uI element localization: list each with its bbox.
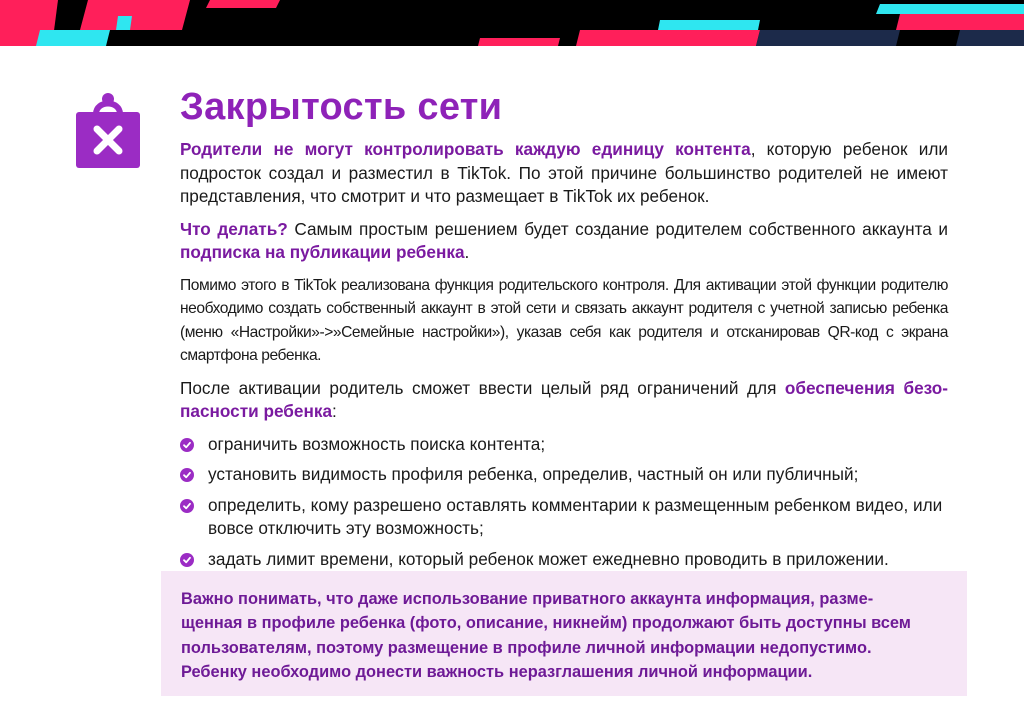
what-to-do-end: . bbox=[464, 242, 470, 262]
paragraph-what-to-do bbox=[180, 218, 948, 265]
paragraph-parental-control: Помимо этого в TikTok реализована функция родительского контроля. Для активации этой функции родителю необходимо создать собственный аккаунт в этой сети и связать аккаунт родителя с учетной записью ребенка (меню «Настройки»->»Семейные настройки»), указав себя как родителя и отсканировав QR-код с экрана смартфона ребенка. bbox=[180, 276, 948, 364]
list-item-text: определить, кому разрешено оставлять комментарии к размещенным ребенком видео, или вовсе отключить эту возможность; bbox=[208, 494, 943, 538]
safety-highlight: обеспечения безопасности ребенка bbox=[180, 377, 948, 421]
intro-text: , которую ребенок или подросток создал и разместил в TikTok. По этой причине большинство родителей не имеют представления, что смотрит и что размещает в TikTok их ребенок. bbox=[180, 139, 948, 206]
after-activation-text: После активации родитель сможет ввести целый ряд ограничений для bbox=[180, 377, 785, 398]
page-title: Закрытость сети bbox=[180, 86, 503, 128]
list-item bbox=[180, 433, 948, 457]
list-item bbox=[180, 494, 948, 541]
check-circle-icon bbox=[180, 438, 194, 452]
list-item-text: задать лимит времени, который ребенок может ежедневно проводить в приложении. bbox=[208, 548, 889, 569]
what-to-do-label: Что делать? bbox=[180, 218, 288, 239]
subscription-highlight: подписка на публикации ребенка bbox=[180, 242, 465, 262]
main-content bbox=[180, 138, 948, 578]
check-circle-icon bbox=[180, 499, 194, 513]
list-item-text: ограничить возможность поиска контента; bbox=[208, 433, 546, 454]
list-item bbox=[180, 463, 948, 487]
after-activation-tail: : bbox=[332, 401, 337, 421]
list-item bbox=[180, 548, 948, 572]
paragraph-after-activation bbox=[180, 377, 948, 424]
important-note-box bbox=[161, 571, 967, 696]
what-to-do-text: Самым простым решением будет создание родителем собственного аккаунта и bbox=[287, 218, 948, 239]
list-item-text: установить видимость профиля ребенка, определив, частный он или публичный; bbox=[208, 464, 859, 484]
decorative-header-band bbox=[0, 0, 1024, 46]
lock-with-x-icon bbox=[74, 92, 142, 170]
important-note-text: Важно понимать, что даже использование приватного аккаунта информация, размещенная в профиле ребенка (фото, описание, никнейм) продолжают быть доступны всем пользователям, поэтому размещение в профиле личной информации недопустимо. Ребенку необходимо донести важность неразглашения личной информации. bbox=[181, 590, 911, 681]
intro-highlight: Родители не могут контролировать каждую единицу контента bbox=[180, 139, 751, 159]
check-circle-icon bbox=[180, 553, 194, 567]
restrictions-list bbox=[180, 433, 948, 572]
paragraph-intro bbox=[180, 138, 948, 209]
check-circle-icon bbox=[180, 468, 194, 482]
